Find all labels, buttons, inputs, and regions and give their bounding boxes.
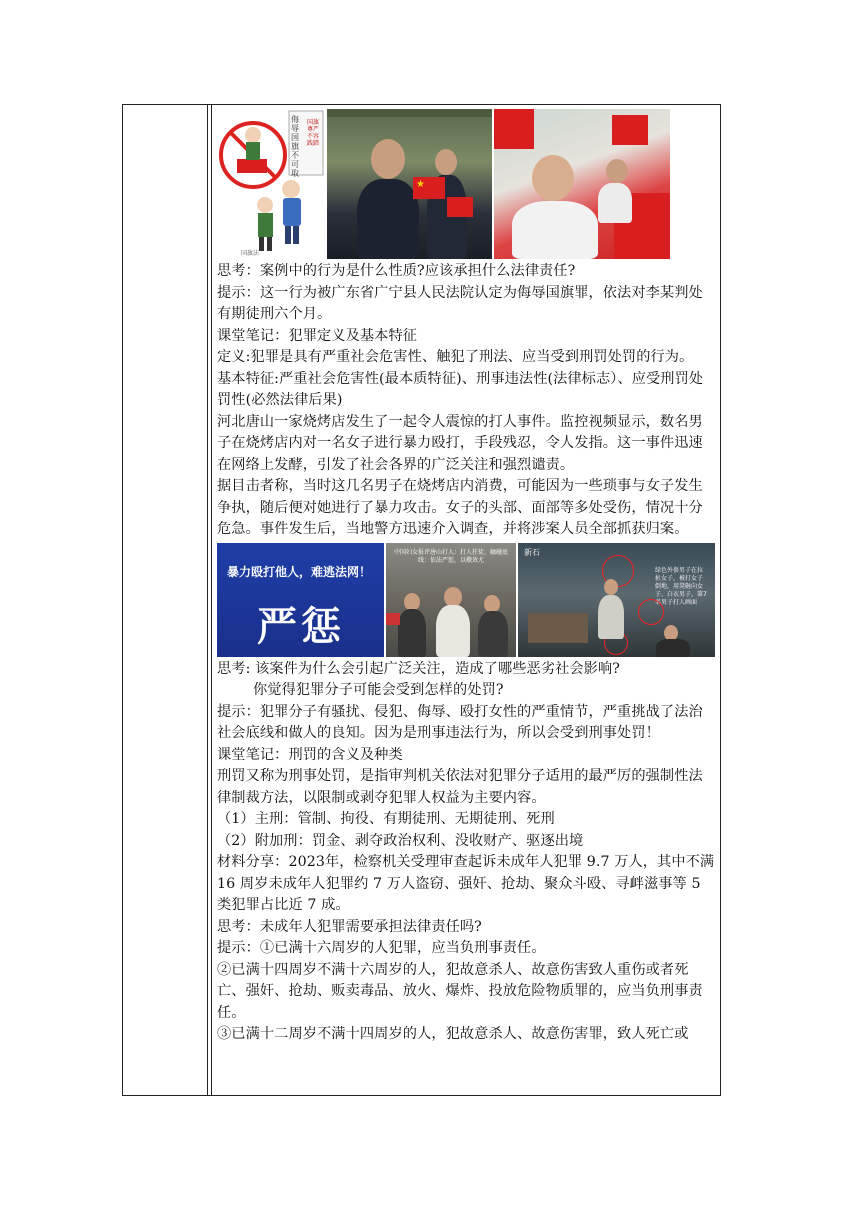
paragraph: 思考：未成年人犯罪需要承担法律责任吗? bbox=[217, 918, 482, 935]
photo-restaurant-scene bbox=[386, 543, 516, 657]
scene-caption: 中国妇女报评唐山打人：打人狂徒，触碰底线：依法严惩，以儆效尤 bbox=[393, 548, 508, 564]
content-cell bbox=[217, 109, 717, 1046]
cartoon-sign-text: 侮辱国旗不可取 bbox=[291, 115, 299, 178]
paragraph: （1）主刑：管制、拘役、有期徒刑、无期徒刑、死刑 bbox=[217, 811, 555, 827]
flag bbox=[494, 109, 534, 149]
flag bbox=[447, 197, 473, 217]
cartoon-illustration bbox=[217, 109, 327, 259]
photo-crowd-with-flags bbox=[494, 109, 670, 259]
crowd-head bbox=[606, 159, 628, 183]
cctv-annotation: 绿色外套男子在拉扯女子，被打女子倒地，用凳砸向女子，白衣男子，第7名男子打人画面 bbox=[655, 566, 707, 606]
paragraph: 定义:犯罪是具有严重社会危害性、触犯了刑法、应当受到刑罚处罚的行为。 bbox=[217, 349, 694, 365]
image-row-tangshan-case bbox=[217, 543, 717, 657]
cartoon-side-text: 国旗尊严不容践踏 bbox=[307, 119, 320, 147]
paragraph: 基本特征:严重社会危害性(最本质特征)、刑事违法性(法律标志）、应受刑罚处罚性(必然法律后果) bbox=[217, 370, 704, 408]
paragraph: （2）附加刑：罚金、剥夺政治权利、没收财产、驱逐出境 bbox=[217, 832, 584, 849]
student-uniform bbox=[357, 179, 419, 259]
paragraph: 提示：这一行为被广东省广宁县人民法院认定为侮辱国旗罪，依法对李某判处有期徒刑六个月。 bbox=[217, 284, 703, 322]
highlight-circle bbox=[638, 599, 664, 625]
paragraph: 据目击者称，当时这几名男子在烧烤店内消费，可能因为一些琐事与女子发生争执，随后便对她进行了暴力攻击。女子的头部、面部等多处受伤，情况十分危急。事件发生后，当地警方迅速介入调查，并将涉案人员全部抓获归案。 bbox=[217, 478, 703, 537]
crowd-body bbox=[598, 183, 632, 223]
person-body bbox=[478, 611, 508, 657]
woman-head bbox=[532, 155, 574, 201]
banner-big-text: 严惩 bbox=[257, 603, 345, 650]
cartoon-caption: 国旗法 bbox=[241, 250, 260, 257]
person-body bbox=[436, 605, 470, 657]
person-head bbox=[444, 587, 462, 607]
student-head bbox=[435, 149, 457, 175]
paragraph: 思考: 该案件为什么会引起广泛关注，造成了哪些恶劣社会影响? bbox=[217, 660, 620, 677]
photo-students-saluting bbox=[327, 109, 492, 259]
paragraph: ③已满十二周岁不满十四周岁的人，犯故意杀人、故意伤害罪，致人死亡或 bbox=[217, 1026, 689, 1042]
person-head bbox=[404, 593, 420, 611]
paragraph: 课堂笔记：刑罚的含义及种类 bbox=[217, 746, 403, 763]
image-row-flag-case bbox=[217, 109, 717, 259]
table-furniture bbox=[528, 613, 588, 643]
person-head bbox=[604, 579, 618, 595]
paragraph: 课堂笔记：犯罪定义及基本特征 bbox=[217, 327, 418, 344]
photo-cctv-footage bbox=[518, 543, 715, 657]
paragraph: 提示：①已满十六周岁的人犯罪，应当负刑事责任。 bbox=[217, 940, 546, 956]
column-divider-1 bbox=[207, 105, 208, 1095]
student-head bbox=[371, 139, 405, 179]
paragraph: ②已满十四周岁不满十六周岁的人，犯故意杀人、故意伤害致人重伤或者死亡、强奸、抢劫、贩卖毒品、放火、爆炸、投放危险物质罪的，应当负刑事责任。 bbox=[217, 961, 703, 1021]
person-body bbox=[656, 639, 690, 657]
person-head bbox=[484, 595, 500, 613]
paragraph: 材料分享：2023年，检察机关受理审查起诉未成年人犯罪 9.7 万人，其中不满 16 周岁未成年人犯罪约 7 万人盗窃、强奸、抢劫、聚众斗殴、寻衅滋事等 5 类犯罪占比近 7 成。 bbox=[217, 854, 715, 913]
cctv-logo: 新石 bbox=[524, 547, 540, 557]
paragraph: 思考：案例中的行为是什么性质?应该承担什么法律责任? bbox=[217, 263, 576, 279]
tree-strip bbox=[327, 109, 492, 117]
person-body bbox=[398, 609, 426, 657]
paragraph: 刑罚又称为刑事处罚，是指审判机关依法对犯罪分子适用的最严厉的强制性法律制裁方法，以限制或剥夺犯罪人权益为主要内容。 bbox=[217, 768, 703, 806]
banner-headline: 暴力殴打他人，难逃法网！ bbox=[227, 564, 372, 579]
paragraph: 提示：犯罪分子有骚扰、侵犯、侮辱、殴打女性的严重情节，严重挑战了法治社会底线和做人的良知。因为是刑事违法行为，所以会受到刑事处罚！ bbox=[217, 703, 703, 741]
lesson-table bbox=[122, 104, 721, 1096]
woman-shirt bbox=[512, 201, 598, 259]
flag bbox=[612, 115, 648, 145]
red-object bbox=[386, 613, 400, 625]
person-body bbox=[598, 595, 624, 639]
paragraph: 河北唐山一家烧烤店发生了一起令人震惊的打人事件。监控视频显示，数名男子在烧烤店内对一名女子进行暴力殴打，手段残忍，令人发指。这一事件迅速在网络上发酵，引发了社会各界的广泛关注和强烈谴责。 bbox=[217, 413, 703, 473]
column-divider-2 bbox=[211, 105, 212, 1095]
banner-punish bbox=[217, 543, 384, 657]
paragraph: 你觉得犯罪分子可能会受到怎样的处罚? bbox=[253, 682, 504, 698]
flag-star: ★ bbox=[416, 179, 425, 190]
